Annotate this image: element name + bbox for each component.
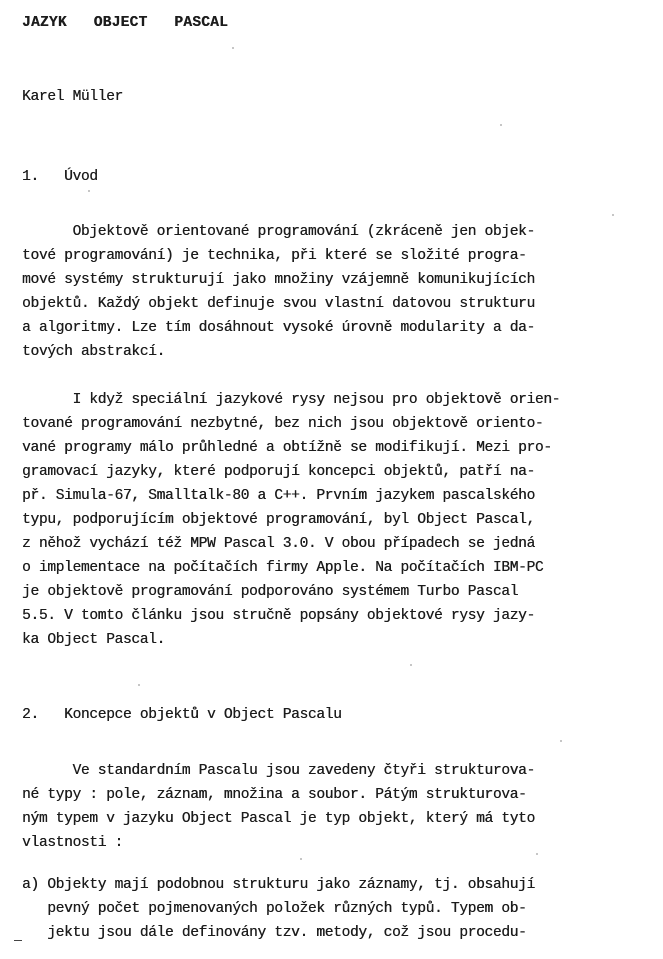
- text-line: je objektově programování podporováno systémem Turbo Pascal: [22, 584, 519, 600]
- text-line: ka Object Pascal.: [22, 632, 165, 648]
- list-item-a-line: a) Objekty mají podobnou strukturu jako záznamy, tj. obsahují: [22, 877, 535, 893]
- text-line: a algoritmy. Lze tím dosáhnout vysoké úrovně modularity a da-: [22, 320, 535, 336]
- text-line: vlastnosti :: [22, 835, 123, 851]
- scan-speck: [500, 124, 502, 126]
- text-line: mové systémy strukturují jako množiny vzájemně komunikujících: [22, 272, 535, 288]
- text-line: tové programování) je technika, při které se složité progra-: [22, 248, 527, 264]
- text-line: z něhož vychází též MPW Pascal 3.0. V obou případech se jedná: [22, 536, 535, 552]
- text-line: př. Simula-67, Smalltalk-80 a C++. Prvním jazykem pascalského: [22, 488, 535, 504]
- scan-speck: [536, 853, 538, 855]
- text-line: vané programy málo průhledné a obtížně se modifikují. Mezi pro-: [22, 440, 552, 456]
- text-line: tových abstrakcí.: [22, 344, 165, 360]
- text-line: Ve standardním Pascalu jsou zavedeny čtyři strukturova-: [22, 763, 535, 779]
- text-line: 5.5. V tomto článku jsou stručně popsány objektové rysy jazy-: [22, 608, 535, 624]
- text-line: tované programování nezbytné, bez nich jsou objektově orientо-: [22, 416, 544, 432]
- scan-speck: [232, 47, 234, 49]
- text-line: objektů. Každý objekt definuje svou vlastní datovou strukturu: [22, 296, 535, 312]
- text-line: gramovací jazyky, které podporují koncepci objektů, patří na-: [22, 464, 535, 480]
- text-line: typu, podporujícím objektové programování, byl Object Pascal,: [22, 512, 535, 528]
- document-title: JAZYK OBJECT PASCAL: [22, 15, 229, 31]
- scan-speck: [138, 684, 140, 686]
- scan-mark: [14, 940, 22, 941]
- text-line: ným typem v jazyku Object Pascal je typ objekt, který má tyto: [22, 811, 535, 827]
- section-2-heading: 2. Koncepce objektů v Object Pascalu: [22, 707, 342, 723]
- list-item-a-line: pevný počet pojmenovaných položek různých typů. Typem ob-: [22, 901, 527, 917]
- text-line: né typy : pole, záznam, množina a soubor. Pátým strukturova-: [22, 787, 527, 803]
- section-1-heading: 1. Úvod: [22, 169, 98, 185]
- text-line: Objektově orientované programování (zkráceně jen objek-: [22, 224, 535, 240]
- text-line: I když speciální jazykové rysy nejsou pro objektově orien-: [22, 392, 561, 408]
- scan-speck: [560, 740, 562, 742]
- author-name: Karel Müller: [22, 89, 123, 105]
- list-item-a-line: jektu jsou dále definovány tzv. metody, což jsou procedu-: [22, 925, 527, 941]
- scan-speck: [612, 214, 614, 216]
- scan-speck: [88, 190, 90, 192]
- text-line: o implementace na počítačích firmy Apple. Na počítačích IBM-PC: [22, 560, 544, 576]
- scan-speck: [410, 664, 412, 666]
- scan-speck: [300, 858, 302, 860]
